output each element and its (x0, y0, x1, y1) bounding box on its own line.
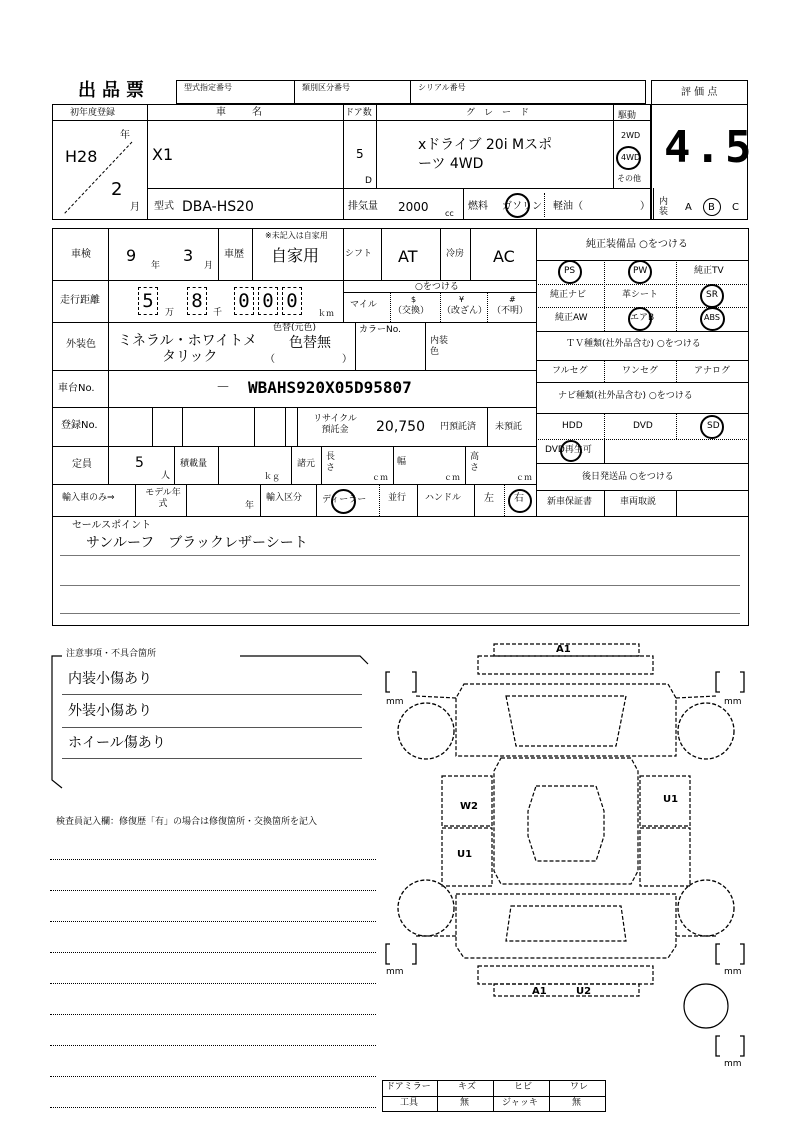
equip-leather: 革シート (622, 290, 659, 300)
shift-label: シフト (345, 249, 373, 259)
interior-a: A (685, 202, 692, 213)
inspection-month-unit: 月 (204, 261, 214, 271)
length-label: 長さ (326, 452, 336, 473)
recycle-label: リサイクル預託金 (313, 414, 357, 435)
capacity-unit: 人 (161, 471, 171, 481)
year-era: H28 (65, 147, 98, 166)
sales-point-text: サンルーフ ブラックレザーシート (86, 535, 308, 551)
drive-other: その他 (617, 174, 641, 183)
interior-b: B (708, 202, 715, 213)
tv-title: ＴＶ種類(社外品含む) ○をつける (566, 339, 701, 349)
id-number-box (176, 80, 646, 104)
fuel-close: ） (640, 201, 650, 212)
damage-left-front-door: W2 (460, 801, 478, 812)
height-unit: ｃｍ (516, 473, 532, 482)
inspection-year: 9 (126, 246, 137, 265)
unknown-option: （不明） (492, 306, 529, 316)
tire-mm-fl: mm (386, 697, 404, 707)
chassis-dash: － (216, 380, 230, 396)
note-item-2: 外装小傷あり (68, 703, 152, 719)
interior-c: C (732, 202, 739, 213)
ac-value: AC (493, 247, 515, 266)
displacement-value: 2000 (398, 200, 429, 214)
ext-color-line1: ミネラル・ホワイトメ (118, 333, 258, 349)
history-value: 自家用 (271, 246, 320, 265)
damage-right-front-door: U1 (663, 794, 679, 805)
recycle-amount: 20,750 (376, 419, 425, 435)
handle-label: ハンドル (425, 493, 462, 503)
tire-mm-rr: mm (724, 967, 742, 977)
height-label: 高さ (470, 452, 480, 473)
grade-line1: xドライブ 20i Mスポ (418, 137, 553, 153)
width-label: 幅 (397, 457, 407, 467)
equip-ps-circle (558, 260, 582, 284)
first-reg-label: 初年度登録 (70, 108, 116, 118)
repaint-paren-open: （ (265, 354, 275, 365)
note-item-3: ホイール傷あり (68, 735, 166, 751)
tv-analog: アナログ (694, 366, 731, 376)
exchange-option: （交換） (393, 306, 430, 316)
equip-tv: 純正TV (694, 266, 724, 276)
history-note: ※未記入は自家用 (265, 231, 328, 240)
import-only-label: 輸入車のみ⇒ (62, 493, 115, 503)
navi-dvd: DVD (633, 421, 653, 431)
width-unit: ｃｍ (444, 473, 460, 482)
model-year-unit: 年 (245, 501, 255, 511)
import-type-label: 輸入区分 (266, 493, 303, 503)
equip-aw: 純正AW (555, 313, 588, 323)
equip-ps: PS (564, 266, 576, 276)
drive-2wd: 2WD (621, 131, 641, 140)
score-label: 評 価 点 (681, 87, 718, 98)
sheet-title: 出品票 (78, 80, 150, 101)
later-title: 後日発送品 ○をつける (582, 472, 674, 482)
repaint-label: 色替(元色) (273, 323, 317, 333)
handle-right-circle (508, 489, 532, 513)
later-manual: 車両取説 (620, 497, 657, 507)
equip-abs: ABS (704, 313, 720, 322)
mileage-digit-2: 8 (187, 287, 207, 315)
load-unit: ｋｇ (264, 472, 280, 481)
chassis-value: WBAHS920X05D95807 (248, 378, 412, 397)
fuel-gasoline: ガソリン (502, 201, 542, 212)
car-name: X1 (152, 145, 174, 164)
mileage-digit-1: 5 (138, 287, 158, 315)
inspection-label: 車検 (71, 249, 91, 260)
mile-option: マイル (350, 300, 377, 310)
date-slash (60, 140, 140, 218)
chassis-label: 車台No. (58, 383, 95, 394)
ac-label: 冷房 (446, 249, 465, 259)
damage-rear-bumper-a: A1 (532, 986, 547, 997)
equip-pw-circle (628, 260, 652, 284)
score-value: 4.5 (664, 122, 756, 173)
fuel-gasoline-circle (505, 193, 530, 218)
doors-unit: D (365, 176, 372, 186)
inspection-month: 3 (183, 246, 194, 265)
mileage-digit-3: 0 (234, 287, 254, 315)
interior-b-circle (703, 198, 721, 216)
navi-hdd: HDD (562, 421, 583, 431)
year-unit: 年 (120, 130, 130, 141)
sym-dollar: $ (411, 295, 417, 304)
capacity-value: 5 (135, 455, 144, 471)
drive-4wd: 4WD (621, 153, 641, 162)
equip-abs-circle (700, 307, 725, 331)
import-parallel: 並行 (388, 493, 407, 503)
note-item-1: 内装小傷あり (68, 671, 152, 687)
handle-left: 左 (484, 493, 494, 504)
class-label: 類別区分番号 (302, 83, 350, 92)
model-label: 型式 (154, 201, 174, 212)
grade-label: グ レ ー ド (466, 108, 530, 118)
modified-option: （改ざん） (442, 306, 488, 316)
dims-label: 諸元 (297, 459, 316, 469)
legend-mirror: ドアミラー (386, 1082, 431, 1092)
recycle-none: 未預託 (495, 422, 523, 432)
damage-left-rear-door: U1 (457, 849, 473, 860)
repaint-paren-close: ） (342, 354, 352, 365)
drive-label: 駆動 (618, 111, 637, 121)
equip-airbag-circle (628, 307, 655, 331)
tire-mm-rl: mm (386, 967, 404, 977)
legend-jack: ジャッキ (502, 1098, 538, 1108)
mileage-circle-label: ○をつける (415, 282, 459, 292)
car-name-label: 車 名 (216, 107, 264, 118)
serial-label: シリアル番号 (418, 83, 466, 92)
repaint-value: 色替無 (289, 335, 331, 351)
displacement-label: 排気量 (348, 201, 378, 212)
mileage-digit-5: 0 (282, 287, 302, 315)
km-unit: ｋｍ (318, 309, 334, 318)
fuel-diesel: 軽油（ (553, 201, 583, 212)
equip-navi: 純正ナビ (550, 290, 587, 300)
history-label: 車歴 (224, 249, 244, 260)
regno-label: 登録No. (61, 420, 98, 431)
ext-color-label: 外装色 (66, 339, 96, 350)
legend-break: ワレ (570, 1082, 589, 1092)
sales-point-label: セールスポイント (72, 520, 152, 531)
sen-unit: 千 (213, 308, 223, 318)
sym-yen: ¥ (459, 295, 465, 304)
inspector-label: 検査員記入欄：修復歴「有」の場合は修復箇所・交換箇所を記入 (56, 817, 318, 827)
damage-rear-bumper-u: U2 (576, 986, 592, 997)
car-damage-diagram (376, 636, 756, 1076)
ext-color-line2: タリック (162, 349, 218, 365)
later-warranty: 新車保証書 (547, 497, 593, 507)
sym-hash: # (509, 295, 516, 304)
doors-value: 5 (356, 147, 364, 161)
inspection-year-unit: 年 (151, 261, 161, 271)
tv-oneseg: ワンセグ (622, 366, 659, 376)
import-dealer: ディーラー (322, 495, 367, 505)
fuel-label: 燃料 (468, 201, 488, 212)
length-unit: ｃｍ (372, 473, 388, 482)
color-no-label: カラーNo. (359, 325, 401, 335)
man-unit: 万 (165, 308, 175, 318)
month-value: 2 (111, 179, 123, 200)
capacity-label: 定員 (72, 459, 92, 470)
legend-scratch: キズ (458, 1082, 476, 1092)
shift-value: AT (398, 247, 418, 266)
notes-label: 注意事項・不具合箇所 (66, 649, 157, 659)
int-color-label: 内装色 (430, 336, 449, 357)
type-cert-label: 型式指定番号 (184, 83, 232, 92)
interior-label: 内装 (659, 197, 669, 217)
tire-mm-fr: mm (724, 697, 742, 707)
tire-mm-spare: mm (724, 1059, 742, 1069)
damage-front-bumper: A1 (556, 644, 571, 655)
grade-line2: ーツ 4WD (418, 156, 484, 172)
month-unit: 月 (130, 202, 140, 213)
legend-jack-value: 無 (572, 1098, 582, 1108)
equipment-title: 純正装備品 ○をつける (586, 239, 688, 250)
recycle-unit: 円預託済 (440, 422, 477, 432)
legend-tools-value: 無 (460, 1098, 470, 1108)
legend-crack: ヒビ (514, 1082, 533, 1092)
equip-sr-circle (700, 284, 724, 308)
handle-right: 右 (514, 493, 524, 504)
dvd-play-circle (560, 440, 582, 462)
model-value: DBA-HS20 (182, 199, 254, 215)
navi-title: ナビ種類(社外品含む) ○をつける (558, 391, 693, 401)
tv-fullseg: フルセグ (552, 366, 588, 376)
navi-sd: SD (707, 421, 720, 431)
doors-label: ドア数 (345, 108, 372, 118)
drive-4wd-circle (616, 146, 641, 170)
displacement-unit: cc (445, 209, 454, 218)
equip-sr: SR (706, 290, 718, 300)
equip-pw: PW (633, 266, 648, 276)
legend-tools: 工具 (400, 1098, 419, 1108)
dvd-play: DVD再生可 (545, 445, 592, 455)
mileage-digit-4: 0 (258, 287, 278, 315)
import-dealer-circle (331, 489, 356, 514)
model-year-label: モデル年式 (145, 488, 181, 509)
mileage-label: 走行距離 (60, 295, 100, 306)
equip-airbag: エアB (630, 313, 655, 323)
navi-sd-circle (700, 415, 724, 439)
load-label: 積載量 (180, 459, 208, 469)
